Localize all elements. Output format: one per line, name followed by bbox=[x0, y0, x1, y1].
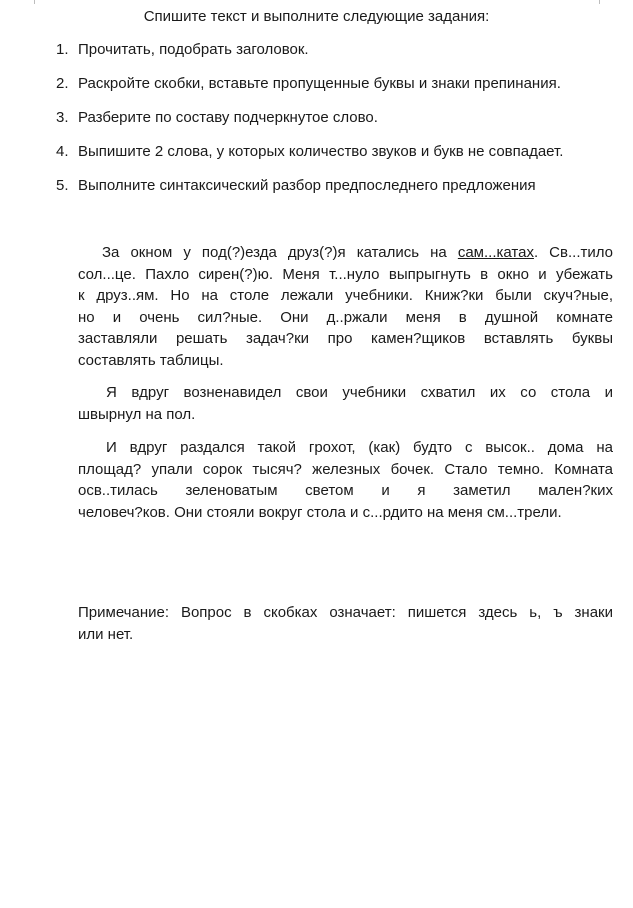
text-paragraph-1 bbox=[78, 242, 613, 371]
text-line: Я вдруг возненавидел свои учебники схватил их со стола и bbox=[106, 384, 613, 401]
task-number: 2. bbox=[56, 75, 69, 92]
text-line: сол...це. Пахло сирен(?)ю. Меня т...нуло выпрыгнуть в окно и убежать bbox=[78, 265, 613, 283]
task-number: 1. bbox=[56, 41, 69, 58]
left-margin-marker bbox=[34, 0, 35, 4]
note-line: Примечание: Вопрос в скобках означает: пишется здесь ь, ъ знаки bbox=[78, 604, 613, 621]
task-text: Выпишите 2 слова, у которых количество звуков и букв не совпадает. bbox=[78, 143, 564, 160]
underlined-word: сам...катах bbox=[457, 244, 534, 261]
text-paragraph-3 bbox=[78, 437, 613, 523]
task-text: Прочитать, подобрать заголовок. bbox=[78, 41, 309, 58]
text-line: но и очень сил?ные. Они д..ржали меня в душной комнате bbox=[78, 308, 613, 326]
text-line: И вдруг раздался такой грохот, (как) будто с высок.. дома на bbox=[106, 439, 613, 456]
text-line bbox=[78, 242, 613, 264]
task-number: 3. bbox=[56, 109, 69, 126]
text-line: человеч?ков. Они стояли вокруг стола и с...рдито на меня см...трели. bbox=[78, 503, 562, 521]
note-paragraph bbox=[78, 602, 613, 645]
text-fragment: За окном у под(?)езда друз(?)я катались на bbox=[102, 244, 458, 261]
text-line: площад? упали сорок тысяч? железных бочек. Стало темно. Комната bbox=[78, 460, 613, 478]
note-line: или нет. bbox=[78, 625, 134, 643]
page-heading: Спишите текст и выполните следующие задания: bbox=[143, 8, 490, 25]
text-line: швырнул на пол. bbox=[78, 405, 196, 423]
task-number: 5. bbox=[56, 177, 69, 194]
task-number: 4. bbox=[56, 143, 69, 160]
text-line: составлять таблицы. bbox=[78, 351, 224, 369]
task-text: Выполните синтаксический разбор предпоследнего предложения bbox=[78, 177, 536, 194]
text-line: осв..тилась зеленоватым светом и я заметил мален?ких bbox=[78, 482, 613, 499]
text-paragraph-2 bbox=[78, 382, 613, 425]
right-margin-marker bbox=[599, 0, 600, 4]
task-text: Раскройте скобки, вставьте пропущенные буквы и знаки препинания. bbox=[78, 75, 561, 92]
text-fragment: . Св...тило bbox=[533, 244, 613, 261]
text-line: к друз..ям. Но на столе лежали учебники. Книж?ки были скуч?ные, bbox=[78, 287, 613, 304]
text-line: заставляли решать задач?ки про камен?щиков вставлять буквы bbox=[78, 330, 613, 347]
task-text: Разберите по составу подчеркнутое слово. bbox=[78, 109, 378, 126]
